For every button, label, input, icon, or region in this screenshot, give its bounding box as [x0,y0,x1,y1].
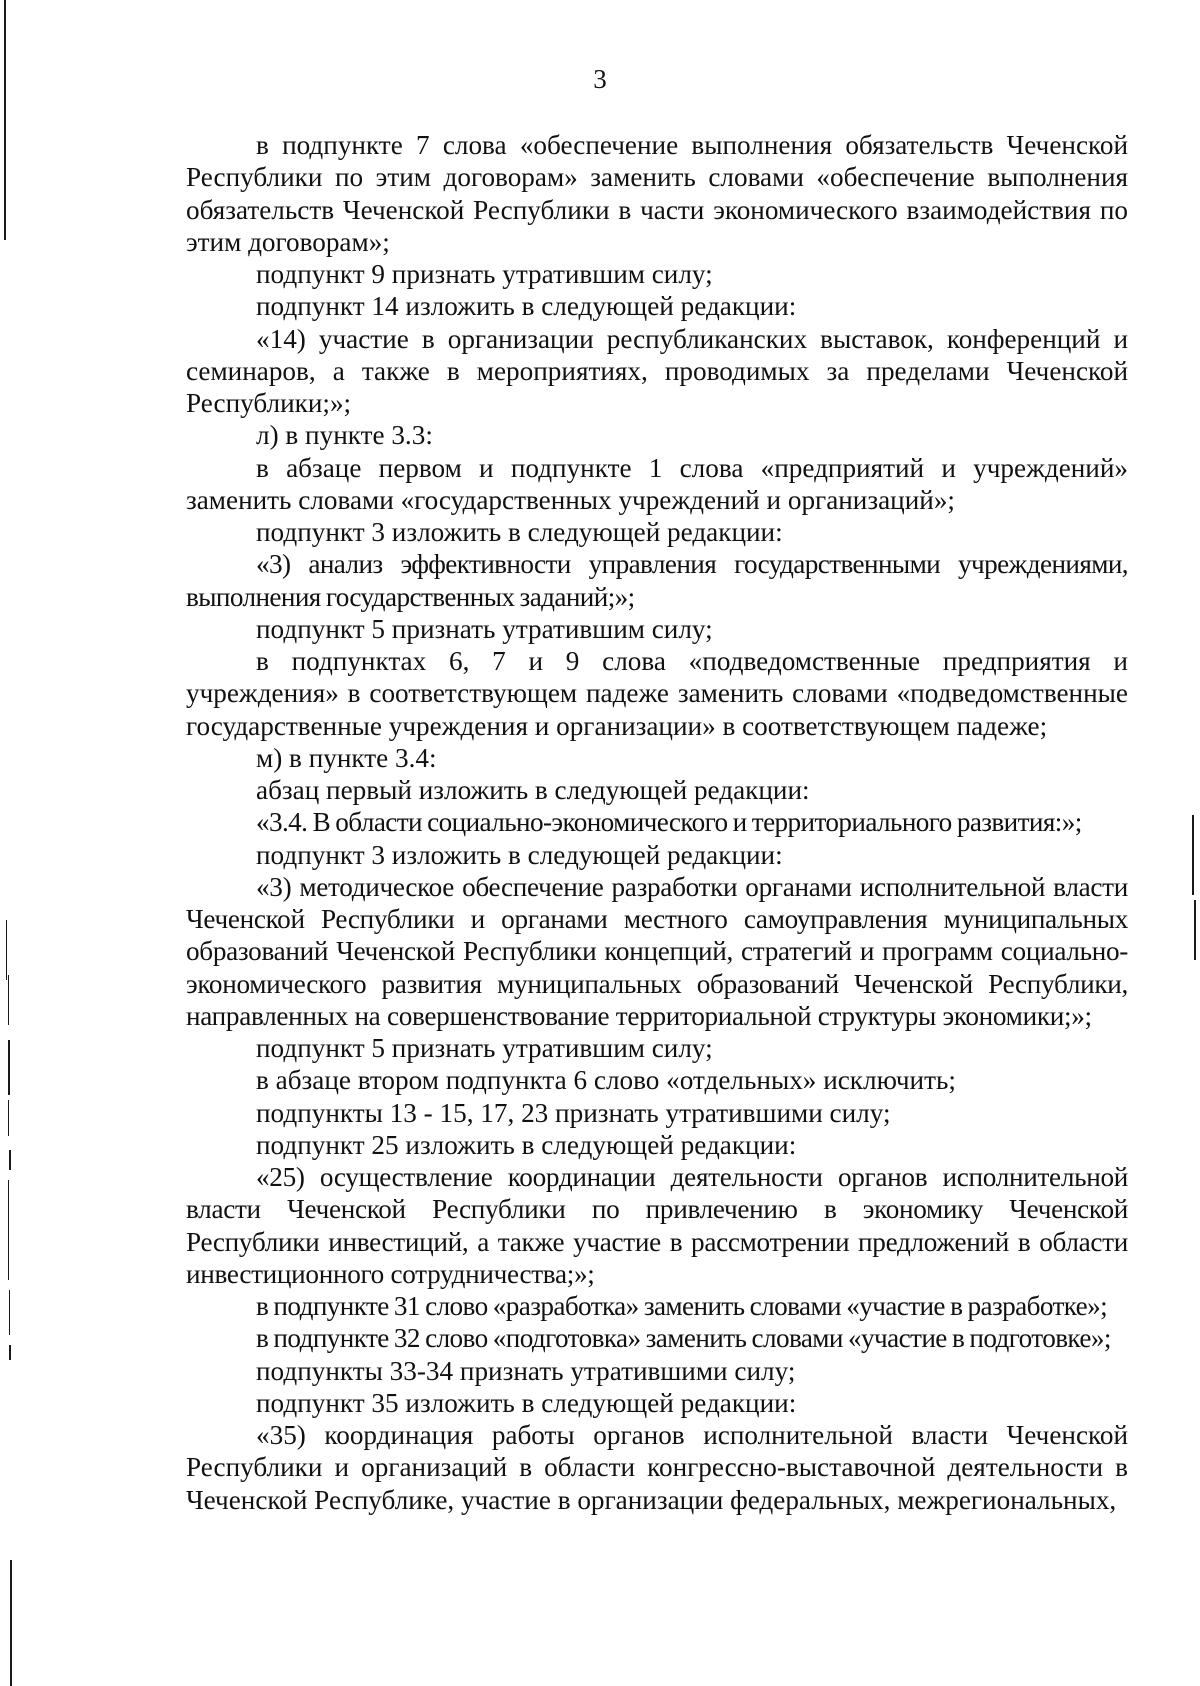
page-number: 3 [593,64,607,94]
paragraph: «25) осуществление координации деятельности органов исполнительной власти Чеченской Республики по привлечению в экономику Чеченской Республики инвестиций, а также участие в рассмотрении предложений в области инвестиционного сотрудничества;»; [186,1162,1128,1289]
paragraph: л) в пункте 3.3: [256,420,433,451]
scan-edge-line-left-3 [8,1040,10,1095]
paragraph: в абзаце первом и подпункте 1 слова «предприятий и учреждений» заменить словами «государственных учреждений и организаций»; [186,452,1128,515]
paragraph: подпункт 35 изложить в следующей редакции: [256,1387,797,1418]
paragraph: «3) анализ эффективности управления государственными учреждениями, выполнения государственных заданий;»; [186,549,1128,612]
scan-edge-line-left-7 [9,1290,10,1335]
paragraph: подпункт 9 признать утратившим силу; [256,259,713,289]
paragraph: в подпункте 31 слово «разработка» заменить словами «участие в разработке»; [256,1291,1108,1321]
paragraph: в подпункте 32 слово «подготовка» заменить словами «участие в подготовке»; [256,1323,1111,1354]
scan-edge-line-right-2 [1194,900,1196,960]
paragraph: подпункт 5 признать утратившим силу; [256,1033,713,1063]
scan-edge-line-left-6 [8,1180,9,1280]
paragraph: подпункт 14 изложить в следующей редакции: [256,291,797,322]
paragraph: «3.4. В области социально-экономического и территориального развития:»; [256,807,1082,838]
paragraph: подпункты 13 - 15, 17, 23 признать утратившими силу; [256,1097,891,1128]
paragraph: подпункт 25 изложить в следующей редакции: [256,1129,797,1160]
paragraph: подпункт 3 изложить в следующей редакции: [256,839,783,870]
document-body [186,129,1128,1516]
paragraph: в подпункте 7 слова «обеспечение выполнения обязательств Чеченской Республики по этим договорам» заменить словами «обеспечение выполнения обязательств Чеченской Республики в части экономического взаимодействия по этим договорам»; [186,130,1128,257]
paragraph: «3) методическое обеспечение разработки органами исполнительной власти Чеченской Республики и органами местного самоуправления муниципальных образований Чеченской Республики концепций, стратегий и программ социально-экономического развития муниципальных образований Чеченской Республики, направленных на совершенствование территориальной структуры экономики;»; [186,871,1128,1031]
scan-edge-line-left-4 [8,1100,9,1136]
scan-edge-line-left-2 [8,975,9,1025]
paragraph: подпункт 5 признать утратившим силу; [256,613,713,644]
paragraph: абзац первый изложить в следующей редакции: [256,775,810,805]
paragraph: «35) координация работы органов исполнительной власти Чеченской Республики и организаций в области конгрессно-выставочной деятельности в Чеченской Республике, участие в организации федеральных, межрегиональных, [186,1420,1128,1515]
paragraph: подпункт 3 изложить в следующей редакции: [256,517,783,547]
scan-edge-line-bottom-left [10,1560,12,1686]
paragraph: в абзаце втором подпункта 6 слово «отдельных» исключить; [256,1065,956,1096]
scan-edge-line-left-1 [6,920,7,980]
paragraph: в подпунктах 6, 7 и 9 слова «подведомственные предприятия и учреждения» в соответствующем падеже заменить словами «подведомственные государственные учреждения и организации» в соответствующем падеже; [186,646,1128,741]
scan-edge-line-left-5 [9,1150,11,1170]
paragraph: «14) участие в организации республиканских выставок, конференций и семинаров, а также в мероприятиях, проводимых за пределами Чеченской Республики;»; [186,323,1128,418]
paragraph: м) в пункте 3.4: [256,742,437,773]
scan-edge-line-right-1 [1192,815,1194,895]
paragraph: подпункты 33-34 признать утратившими силу; [256,1355,796,1386]
scan-edge-line-top-left [4,0,6,240]
scan-edge-line-left-8 [9,1345,11,1360]
